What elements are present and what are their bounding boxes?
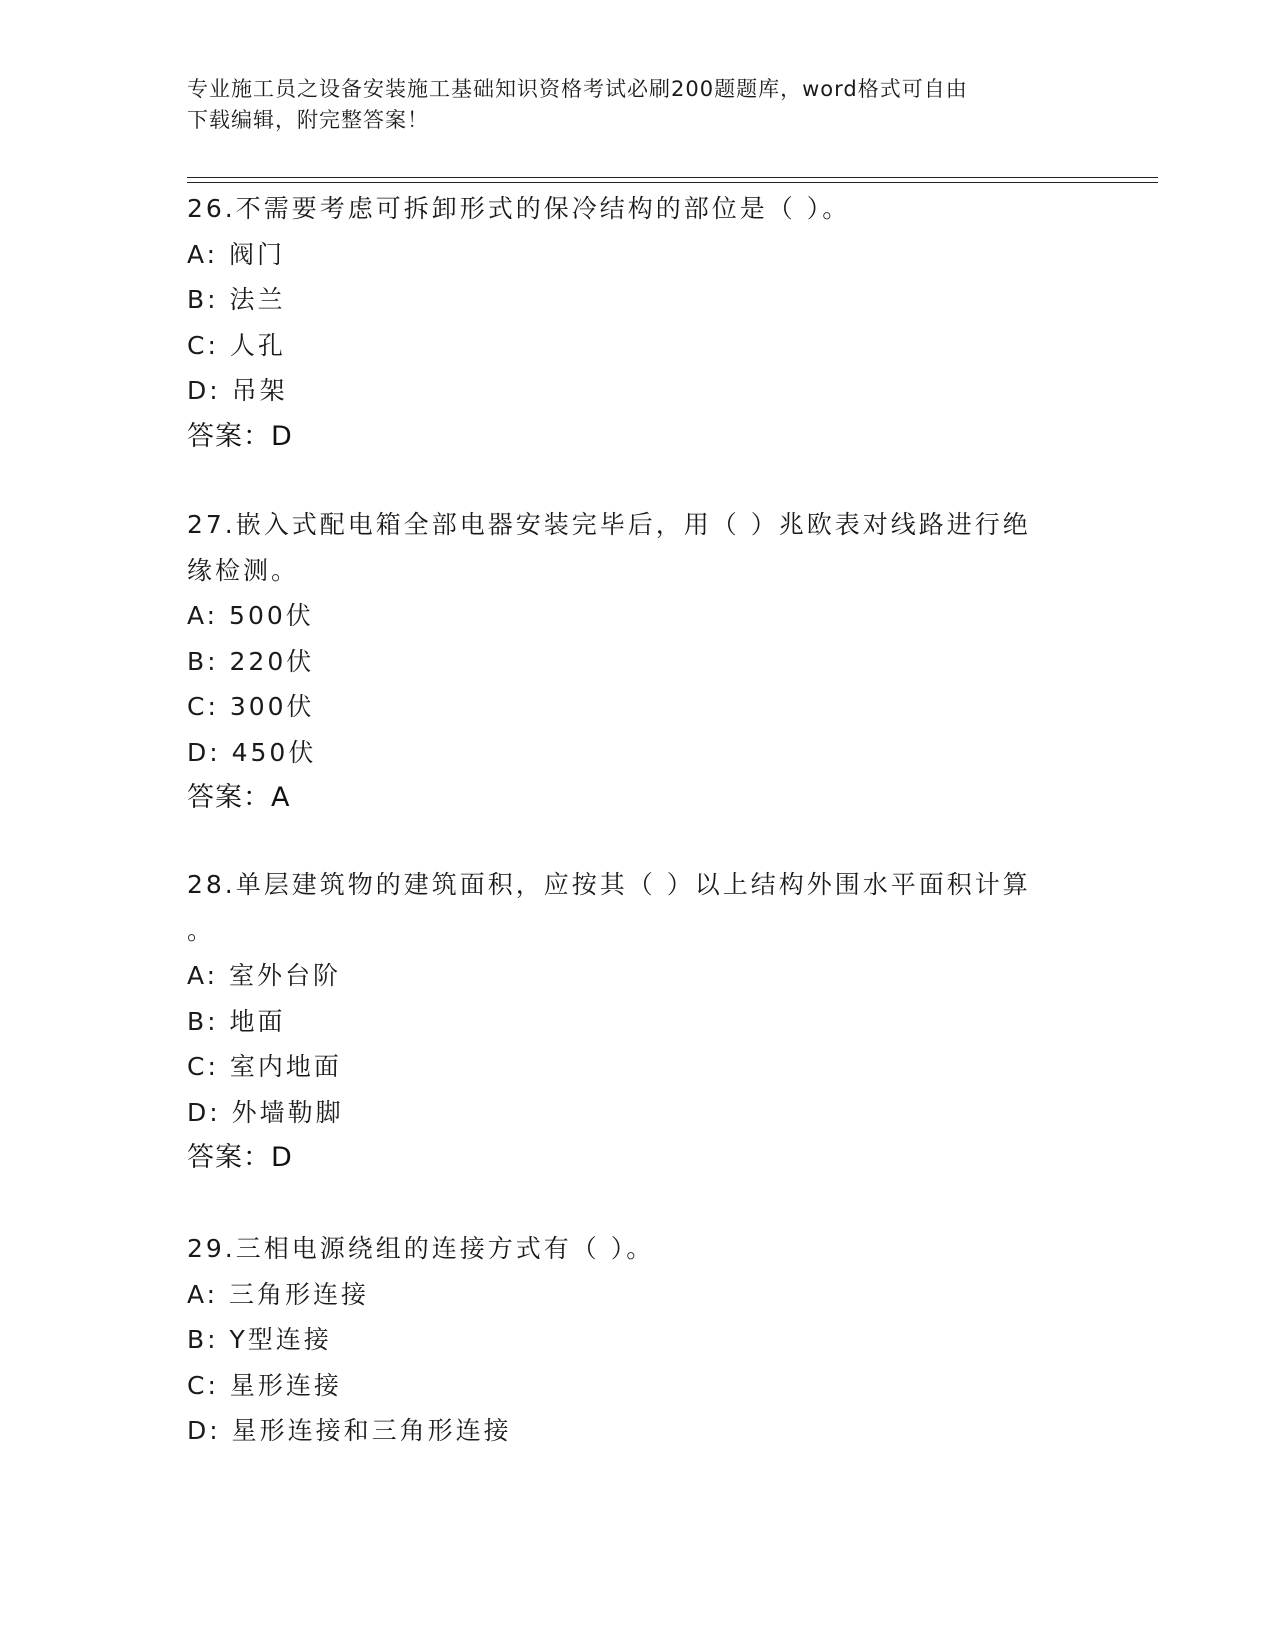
- option-d: D: 吊架: [187, 376, 288, 405]
- document-header: [187, 74, 1087, 136]
- option-c: C: 300伏: [187, 692, 315, 721]
- header-divider-top: [187, 177, 1158, 178]
- option-d: D: 外墙勒脚: [187, 1097, 344, 1127]
- question-27: [187, 502, 1087, 821]
- option-b: B: 地面: [187, 1006, 286, 1036]
- question-stem: 27.嵌入式配电箱全部电器安装完毕后，用（ ）兆欧表对线路进行绝: [187, 510, 1031, 539]
- question-stem-continued: 。: [187, 915, 216, 945]
- header-line-2: 下载编辑，附完整答案！: [187, 108, 429, 132]
- answer-line: 答案：D: [187, 420, 293, 452]
- question-stem: 29.三相电源绕组的连接方式有（ ）。: [187, 1234, 655, 1263]
- header-line-1: 专业施工员之设备安装施工基础知识资格考试必刷200题题库，word格式可自由: [187, 77, 968, 101]
- option-a: A: 阀门: [187, 239, 286, 269]
- option-b: B: 法兰: [187, 285, 286, 314]
- header-divider-bottom: [187, 182, 1158, 183]
- option-a: A: 500伏: [187, 601, 314, 630]
- question-stem-continued: 缘检测。: [187, 555, 300, 585]
- option-b: B: 220伏: [187, 646, 315, 676]
- option-c: C: 室内地面: [187, 1052, 342, 1081]
- option-a: A: 三角形连接: [187, 1279, 370, 1309]
- answer-line: 答案：D: [187, 1142, 293, 1173]
- option-a: A: 室外台阶: [187, 961, 342, 990]
- question-26: [187, 186, 1087, 459]
- option-c: C: 人孔: [187, 330, 286, 360]
- question-stem: 26.不需要考虑可拆卸形式的保冷结构的部位是（ ）。: [187, 194, 851, 223]
- question-28: [187, 862, 1087, 1181]
- option-d: D: 星形连接和三角形连接: [187, 1416, 512, 1445]
- question-stem: 28.单层建筑物的建筑面积，应按其（ ）以上结构外围水平面积计算: [187, 870, 1031, 899]
- option-b: B: Y型连接: [187, 1325, 332, 1354]
- option-d: D: 450伏: [187, 737, 317, 767]
- question-29: [187, 1226, 1087, 1454]
- answer-line: 答案：A: [187, 782, 291, 813]
- option-c: C: 星形连接: [187, 1370, 342, 1400]
